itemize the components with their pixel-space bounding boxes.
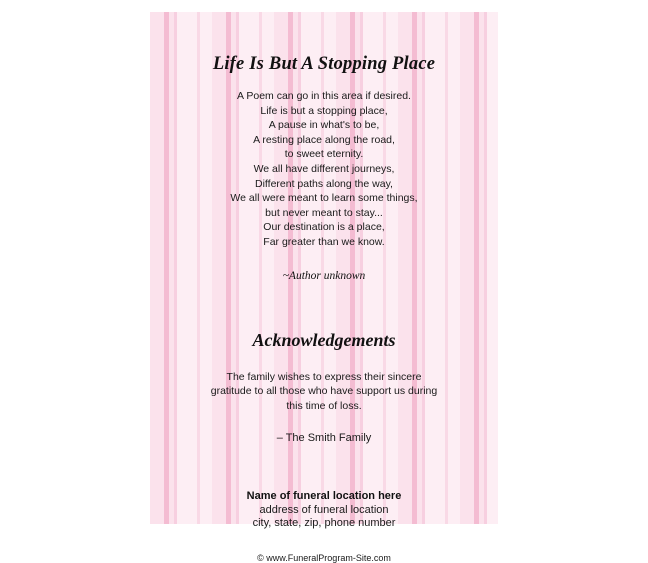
poem-line: Far greater than we know. — [263, 235, 385, 248]
poem-line: A Poem can go in this area if desired. — [237, 90, 411, 102]
poem-title: Life Is But A Stopping Place — [212, 54, 436, 74]
poem-line: Different paths along the way, — [255, 177, 393, 190]
funeral-program-card — [150, 12, 498, 563]
acknowledgements-signature: – The Smith Family — [276, 432, 372, 445]
venue-address: address of funeral location — [259, 504, 389, 517]
poem-line: Life is but a stopping place, — [260, 104, 388, 117]
poem-line: Our destination is a place, — [263, 221, 385, 234]
acknowledgements-line: this time of loss. — [286, 399, 362, 412]
card-content — [150, 12, 498, 563]
venue-name: Name of funeral location here — [246, 490, 402, 503]
acknowledgements-body — [150, 351, 498, 414]
poem-line: A pause in what's to be, — [268, 119, 380, 132]
poem-author: ~Author unknown — [282, 269, 366, 282]
acknowledgements-line: The family wishes to express their sincere — [226, 370, 422, 383]
poem-line: We all were meant to learn some things, — [230, 192, 418, 205]
poem-line: but never meant to stay... — [265, 206, 383, 219]
poem-line: A resting place along the road, — [253, 133, 395, 146]
poem-body — [150, 75, 498, 250]
acknowledgements-line: gratitude to all those who have support us during — [210, 385, 438, 398]
poem-line: to sweet eternity. — [284, 148, 364, 161]
poem-line: We all have different journeys, — [253, 162, 395, 175]
venue-city-state-zip-phone: city, state, zip, phone number — [252, 517, 396, 530]
copyright-notice: © www.FuneralProgram-Site.com — [257, 553, 391, 563]
acknowledgements-title: Acknowledgements — [252, 329, 396, 350]
